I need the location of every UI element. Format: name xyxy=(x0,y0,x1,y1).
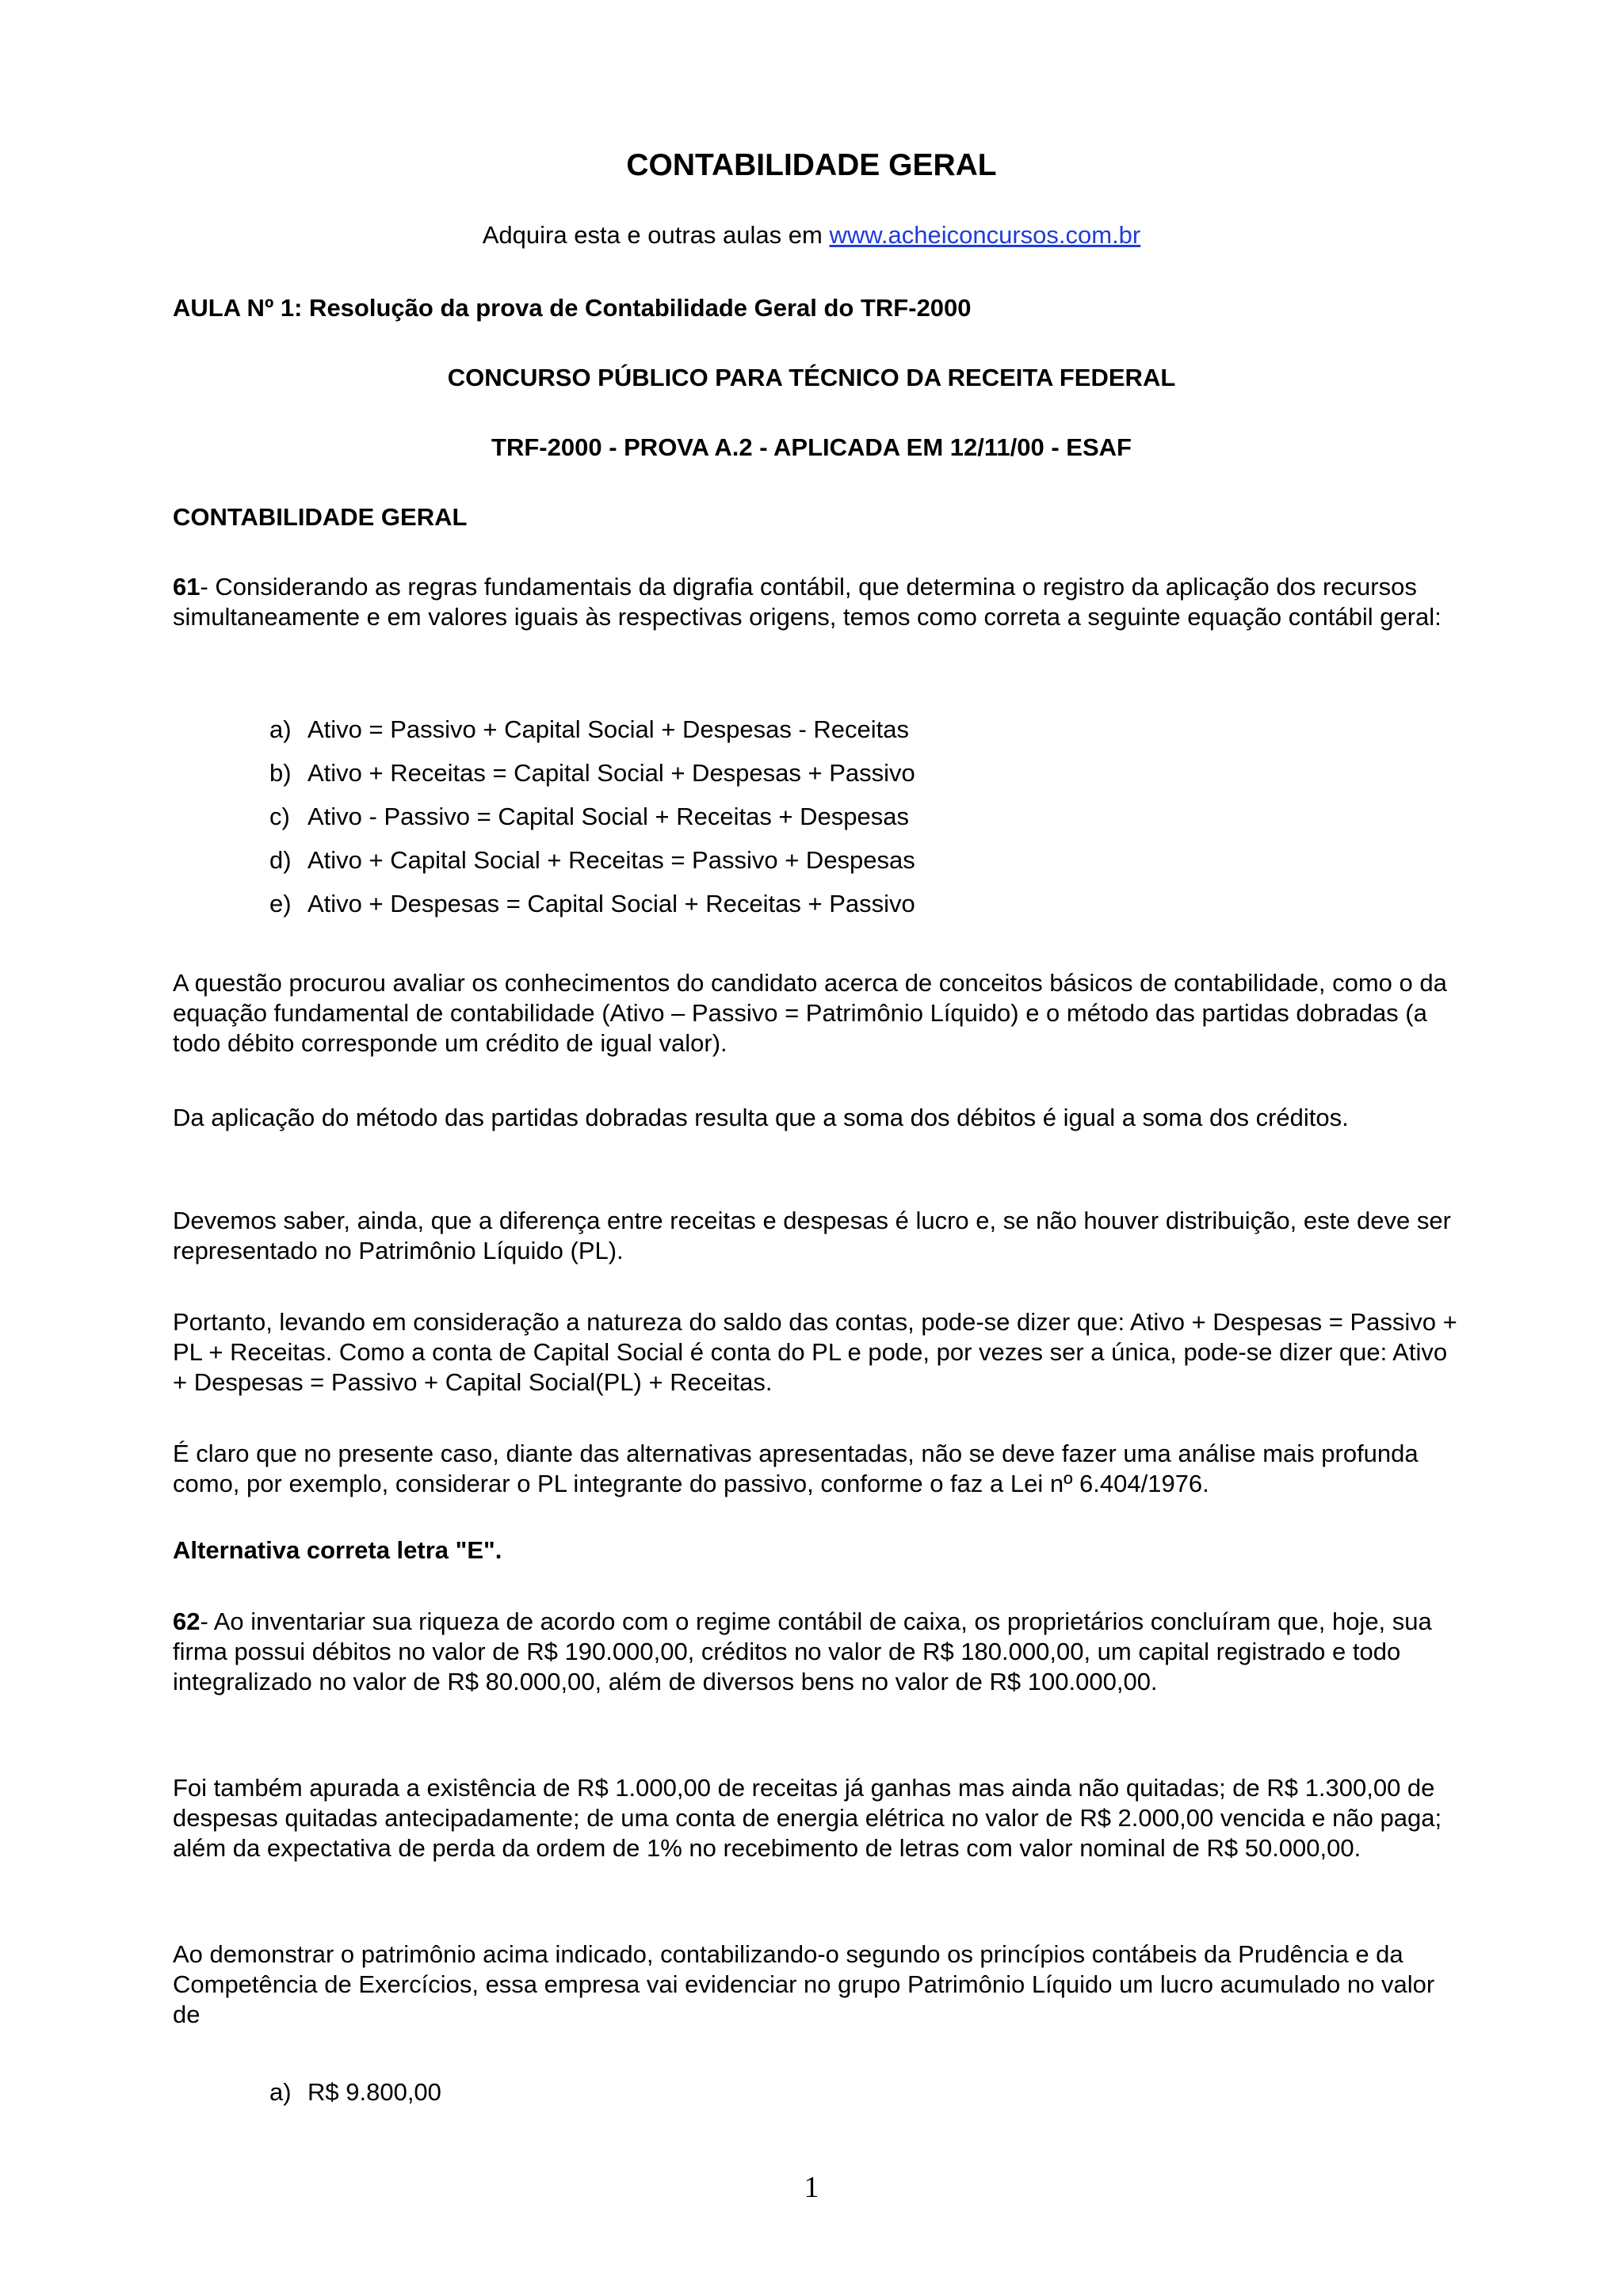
option-c xyxy=(269,802,915,845)
option-b xyxy=(269,758,915,802)
explanation-paragraph: Da aplicação do método das partidas dobradas resulta que a soma dos débitos é igual a soma dos créditos. xyxy=(173,1104,1349,1131)
exam-title: TRF-2000 - PROVA A.2 - APLICADA EM 12/11/00 - ESAF xyxy=(491,433,1132,461)
promo-line xyxy=(0,220,1623,250)
correct-answer: Alternativa correta letra "E". xyxy=(173,1536,502,1564)
section-title: CONTABILIDADE GERAL xyxy=(173,503,468,531)
option-text: Ativo + Capital Social + Receitas = Passivo + Despesas xyxy=(307,846,915,874)
document-title: CONTABILIDADE GERAL xyxy=(626,148,997,182)
option-letter: b) xyxy=(269,759,292,787)
option-letter: d) xyxy=(269,846,292,874)
question-61-number: 61 xyxy=(173,573,200,601)
option-letter: a) xyxy=(269,715,292,743)
lesson-title: AULA Nº 1: Resolução da prova de Contabilidade Geral do TRF-2000 xyxy=(173,294,972,322)
explanation-paragraph: É claro que no presente caso, diante das alternativas apresentadas, não se deve fazer uma análise mais profunda como, por exemplo, considerar o PL integrante do passivo, conforme o faz a Lei nº 6.404/1976. xyxy=(173,1440,1419,1497)
question-61-text: - Considerando as regras fundamentais da digrafia contábil, que determina o registro da aplicação dos recursos simultaneamente e em valores iguais às respectivas origens, temos como correta a seguinte equação contábil geral: xyxy=(173,573,1442,631)
option-text: Ativo + Despesas = Capital Social + Receitas + Passivo xyxy=(307,890,915,917)
question-61-options xyxy=(269,715,915,933)
promo-link[interactable]: www.acheiconcursos.com.br xyxy=(829,221,1141,249)
option-text: Ativo + Receitas = Capital Social + Despesas + Passivo xyxy=(307,759,915,787)
option-a xyxy=(269,2077,441,2121)
option-text: Ativo - Passivo = Capital Social + Receitas + Despesas xyxy=(307,803,910,830)
explanation-paragraph: A questão procurou avaliar os conhecimentos do candidato acerca de conceitos básicos de contabilidade, como o da equação fundamental de contabilidade (Ativo – Passivo = Patrimônio Líquido) e o método das partidas dobradas (a todo débito corresponde um crédito de igual valor). xyxy=(173,969,1447,1057)
question-62-number: 62 xyxy=(173,1608,200,1635)
explanation-paragraph: Devemos saber, ainda, que a diferença entre receitas e despesas é lucro e, se não houver distribuição, este deve ser representado no Patrimônio Líquido (PL). xyxy=(173,1207,1451,1264)
question-62-paragraph: Foi também apurada a existência de R$ 1.000,00 de receitas já ganhas mas ainda não quitadas; de R$ 1.300,00 de despesas quitadas antecipadamente; de uma conta de energia elétrica no valor de R$ 2.000,00 vencida e não paga; além da expectativa de perda da ordem de 1% no recebimento de letras com valor nominal de R$ 50.000,00. xyxy=(173,1774,1442,1862)
option-text: Ativo = Passivo + Capital Social + Despesas - Receitas xyxy=(307,715,910,743)
option-text: R$ 9.800,00 xyxy=(307,2078,441,2106)
option-d xyxy=(269,845,915,889)
contest-title: CONCURSO PÚBLICO PARA TÉCNICO DA RECEITA FEDERAL xyxy=(447,364,1176,391)
question-61-statement xyxy=(173,572,1465,632)
question-62-paragraph: Ao demonstrar o patrimônio acima indicado, contabilizando-o segundo os princípios contábeis da Prudência e da Competência de Exercícios, essa empresa vai evidenciar no grupo Patrimônio Líquido um lucro acumulado no valor de xyxy=(173,1940,1435,2028)
page-number: 1 xyxy=(804,2171,819,2204)
promo-text: Adquira esta e outras aulas em xyxy=(482,221,830,249)
option-letter: c) xyxy=(269,803,290,830)
option-e xyxy=(269,889,915,933)
option-letter: a) xyxy=(269,2078,292,2106)
option-letter: e) xyxy=(269,890,292,917)
option-a xyxy=(269,715,915,758)
question-62-statement xyxy=(173,1607,1465,1697)
question-62-options xyxy=(269,2077,441,2121)
question-62-text: - Ao inventariar sua riqueza de acordo com o regime contábil de caixa, os proprietários concluíram que, hoje, sua firma possui débitos no valor de R$ 190.000,00, créditos no valor de R$ 180.000,00, um capital registrado e todo integralizado no valor de R$ 80.000,00, além de diversos bens no valor de R$ 100.000,00. xyxy=(173,1608,1432,1695)
explanation-paragraph: Portanto, levando em consideração a natureza do saldo das contas, pode-se dizer que: Ativo + Despesas = Passivo + PL + Receitas. Como a conta de Capital Social é conta do PL e pode, por vezes ser a única, pode-se dizer que: Ativo + Despesas = Passivo + Capital Social(PL) + Receitas. xyxy=(173,1308,1457,1396)
